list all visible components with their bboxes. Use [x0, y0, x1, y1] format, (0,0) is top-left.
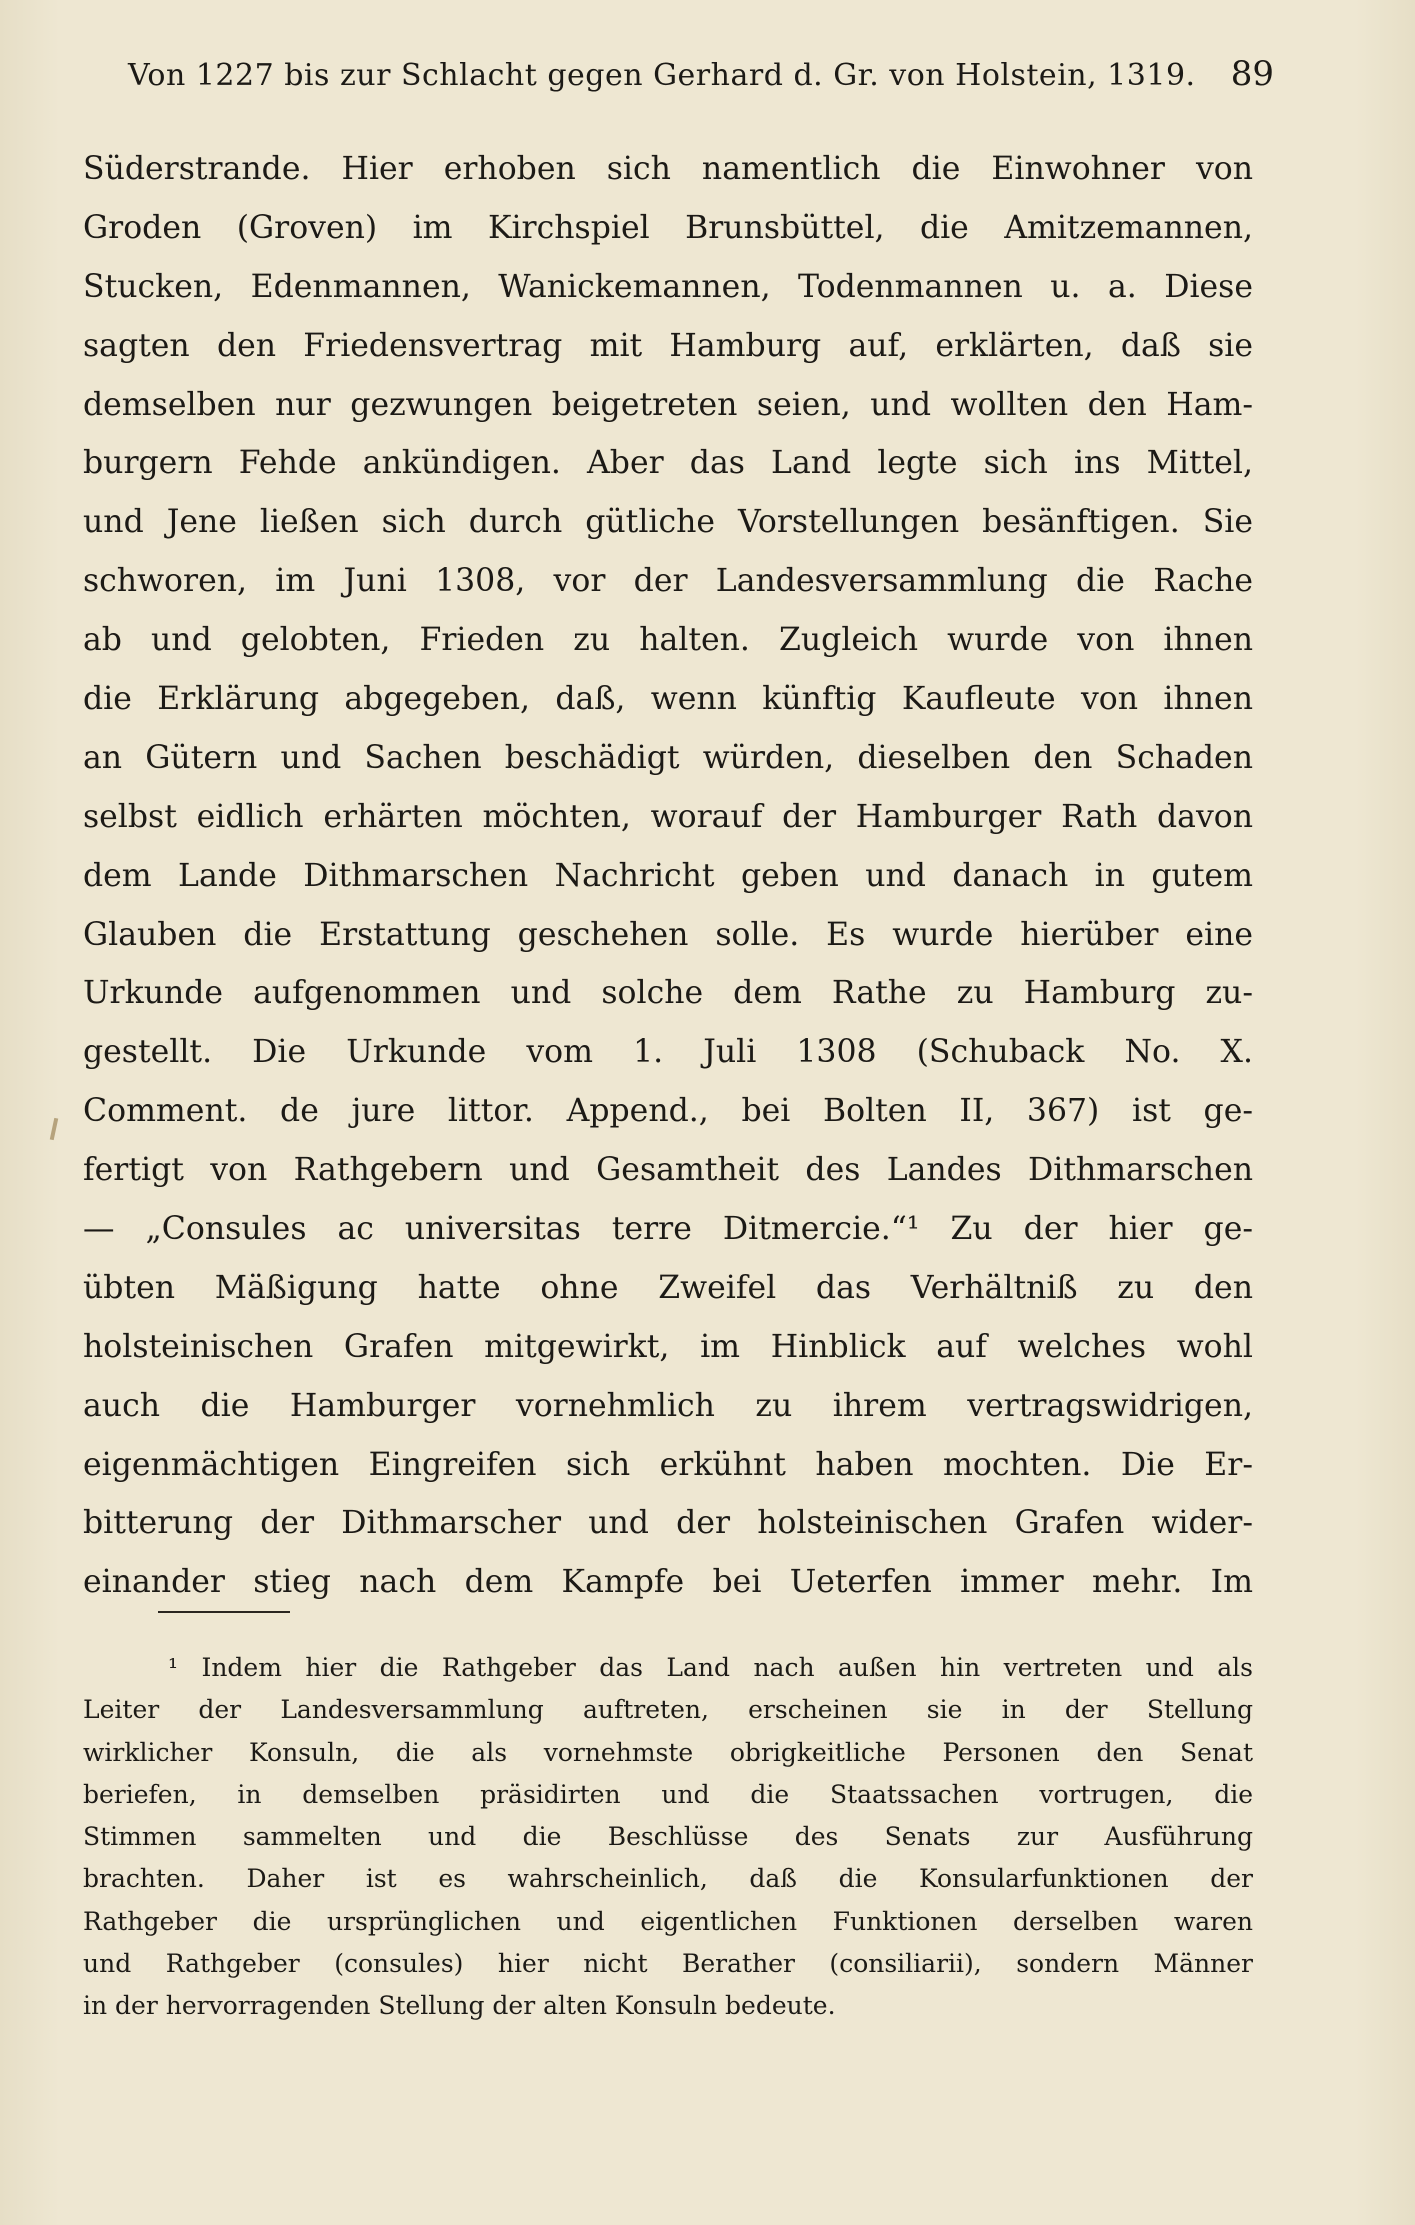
text-line: burgern Fehde ankündigen. Aber das Land legte sich ins Mittel,	[83, 445, 1253, 482]
footnote-line: brachten. Daher ist es wahrscheinlich, daß die Konsularfunktionen der	[83, 1864, 1253, 1894]
text-line: übten Mäßigung hatte ohne Zweifel das Verhältniß zu den	[83, 1269, 1253, 1306]
footnote-line: ¹ Indem hier die Rathgeber das Land nach außen hin vertreten und als	[168, 1653, 1253, 1682]
page-number: 89	[1230, 54, 1274, 94]
text-line: einander stieg nach dem Kampfe bei Ueterfen immer mehr. Im	[83, 1564, 1253, 1601]
margin-mark	[50, 1118, 58, 1140]
text-line: ab und gelobten, Frieden zu halten. Zugleich wurde von ihnen	[83, 622, 1253, 659]
footnote-line: und Rathgeber (consules) hier nicht Berather (consiliarii), sondern Männer	[83, 1949, 1253, 1979]
footnote	[83, 1647, 1253, 2028]
running-head: Von 1227 bis zur Schlacht gegen Gerhard d. Gr. von Holstein, 1319.	[128, 58, 1196, 93]
footnote-line: wirklicher Konsuln, die als vornehmste obrigkeitliche Personen den Senat	[83, 1737, 1253, 1767]
text-line: und Jene ließen sich durch gütliche Vorstellungen besänftigen. Sie	[83, 504, 1253, 541]
text-line: Urkunde aufgenommen und solche dem Rathe zu Hamburg zu-	[83, 975, 1253, 1012]
text-line: Comment. de jure littor. Append., bei Bolten II, 367) ist ge-	[83, 1093, 1253, 1130]
text-line: fertigt von Rathgebern und Gesamtheit des Landes Dithmarschen	[83, 1152, 1253, 1189]
text-line: selbst eidlich erhärten möchten, worauf der Hamburger Rath davon	[83, 798, 1253, 835]
footnote-line: Leiter der Landesversammlung auftreten, erscheinen sie in der Stellung	[83, 1695, 1253, 1725]
footnote-line: beriefen, in demselben präsidirten und die Staatssachen vortrugen, die	[83, 1779, 1253, 1809]
text-line: dem Lande Dithmarschen Nachricht geben und danach in gutem	[83, 857, 1253, 894]
text-line: die Erklärung abgegeben, daß, wenn künftig Kaufleute von ihnen	[83, 681, 1253, 718]
footnote-rule	[158, 1611, 290, 1613]
text-line: eigenmächtigen Eingreifen sich erkühnt haben mochten. Die Er-	[83, 1446, 1253, 1483]
text-line: Stucken, Edenmannen, Wanickemannen, Todenmannen u. a. Diese	[83, 268, 1253, 305]
main-text	[83, 140, 1253, 1612]
text-line: — „Consules ac universitas terre Ditmercie.“¹ Zu der hier ge-	[83, 1211, 1253, 1248]
text-line: Süderstrande. Hier erhoben sich namentlich die Einwohner von	[83, 151, 1253, 187]
text-line: Glauben die Erstattung geschehen solle. Es wurde hierüber eine	[83, 916, 1253, 953]
text-line: an Gütern und Sachen beschädigt würden, dieselben den Schaden	[83, 739, 1253, 776]
footnote-line: Stimmen sammelten und die Beschlüsse des Senats zur Ausführung	[83, 1822, 1253, 1852]
text-line: schworen, im Juni 1308, vor der Landesversammlung die Rache	[83, 563, 1253, 600]
text-line: gestellt. Die Urkunde vom 1. Juli 1308 (Schuback No. X.	[83, 1034, 1253, 1071]
text-line: bitterung der Dithmarscher und der holsteinischen Grafen wider-	[83, 1505, 1253, 1542]
footnote-line: Rathgeber die ursprünglichen und eigentlichen Funktionen derselben waren	[83, 1906, 1253, 1936]
text-line: demselben nur gezwungen beigetreten seien, und wollten den Ham-	[83, 386, 1253, 423]
text-line: holsteinischen Grafen mitgewirkt, im Hinblick auf welches wohl	[83, 1328, 1253, 1365]
page-header	[128, 54, 1274, 104]
text-line: auch die Hamburger vornehmlich zu ihrem vertragswidrigen,	[83, 1387, 1253, 1424]
text-line: sagten den Friedensvertrag mit Hamburg auf, erklärten, daß sie	[83, 327, 1253, 364]
text-line: Groden (Groven) im Kirchspiel Brunsbüttel, die Amitzemannen,	[83, 209, 1253, 246]
footnote-line: in der hervorragenden Stellung der alten Konsuln bedeute.	[83, 1991, 836, 2021]
